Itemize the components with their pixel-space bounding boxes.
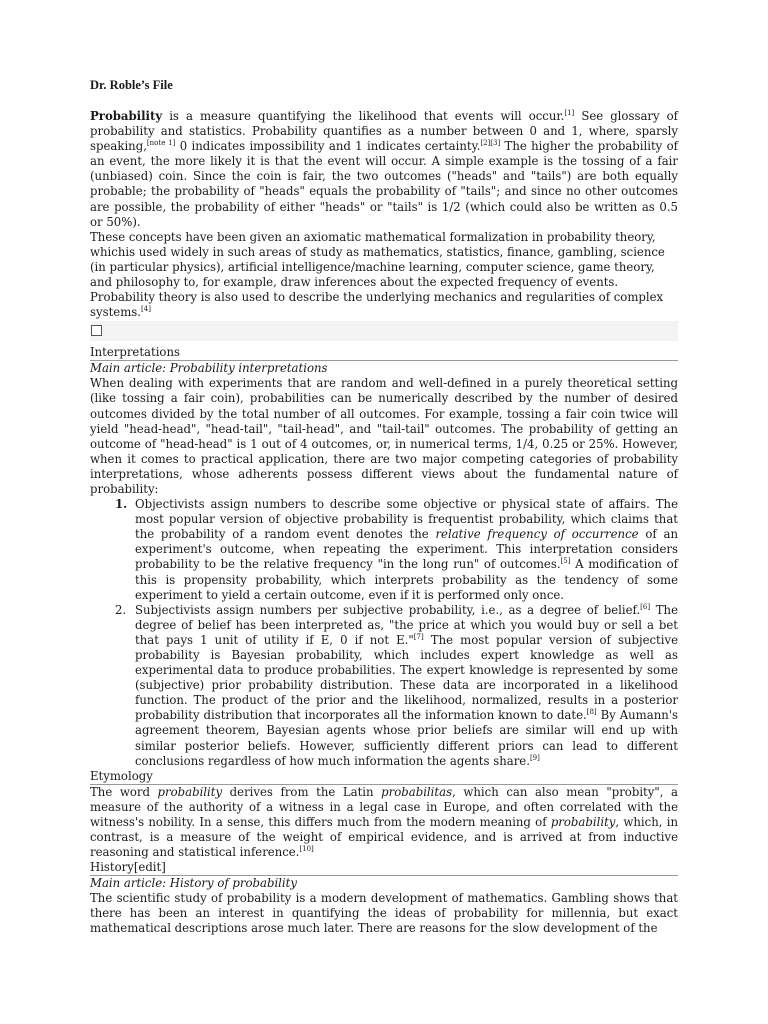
history-heading: History[edit]: [90, 860, 678, 876]
etymology-heading: Etymology: [90, 769, 678, 785]
interpretations-heading: Interpretations: [90, 345, 678, 361]
citation-1[interactable]: [1]: [564, 109, 575, 118]
document-page: [90, 78, 678, 937]
interpretations-main-article-link[interactable]: Main article: Probability interpretations: [90, 361, 328, 376]
form-checkbox-row: [90, 321, 678, 341]
list-item-number: 2.: [115, 602, 127, 617]
document-title: Dr. Roble’s File: [90, 78, 173, 92]
history-paragraph: The scientific study of probability is a modern development of mathematics. Gambling shows that there has been an interest in quantifying the ideas of probability for millennia, but exact mathematical descriptions arose much later. There are reasons for the slow development of the: [90, 891, 678, 936]
list-item-number: 1.: [115, 497, 128, 512]
etymology-paragraph: The word probability derives from the Latin probabilitas, which can also mean "probity", a measure of the authority of a witness in a legal case in Europe, and often correlated with the witness's nobility. In a sense, this differs much from the modern meaning of probability, which, in contrast, is a measure of the weight of empirical evidence, and is arrived at from inductive reasoning and statistical inference.[10]: [90, 784, 679, 860]
history-main-article-link[interactable]: Main article: History of probability: [90, 876, 297, 891]
citation-6[interactable]: [6]: [640, 602, 651, 611]
citation-2-3[interactable]: [2][3]: [480, 139, 501, 148]
citation-9[interactable]: [9]: [529, 753, 540, 762]
checkbox[interactable]: [91, 325, 102, 336]
citation-7[interactable]: [7]: [413, 633, 424, 642]
citation-note-1[interactable]: [note 1]: [146, 139, 176, 148]
intro-term: Probability: [90, 109, 163, 123]
intro-paragraph: Probability is a measure quantifying the likelihood that events will occur.[1] See glossary of probability and statistics. Probability quantifies as a number between 0 and 1, where, sparsly speaking,[note 1] 0 indicates impossibility and 1 indicates certainty.[2][3] The higher the probability of an event, the more likely it is that the event will occur. A simple example is the tossing of a fair (unbiased) coin. Since the coin is fair, the two outcomes ("heads" and "tails") are both equally probable; the probability of "heads" equals the probability of "tails"; and since no other outcomes are possible, the probability of either "heads" or "tails" is 1/2 (which could also be written as 0.5 or 50%).: [90, 109, 678, 229]
citation-10[interactable]: [10]: [299, 845, 314, 854]
citation-5[interactable]: [5]: [560, 557, 571, 566]
citation-4[interactable]: [4]: [141, 305, 151, 314]
concepts-paragraph: These concepts have been given an axiomatic mathematical formalization in probability theory, whichis used widely in such areas of study as mathematics, statistics, finance, gambling, science (in particular physics), artificial intelligence/machine learning, computer science, game theory, and philosophy to, for example, draw inferences about the expected frequency of events. Probability theory is also used to describe the underlying mechanics and regularities of complex systems.[4]: [90, 229, 665, 320]
list-item: 2. Subjectivists assign numbers per subjective probability, i.e., as a degree of belief.[6] The degree of belief has been interpreted as, "the price at which you would buy or sell a bet that pays 1 unit of utility if E, 0 if not E."[7] The most popular version of subjective probability is Bayesian probability, which includes expert knowledge as well as experimental data to produce probabilities. The expert knowledge is represented by some (subjective) prior probability distribution. These data are incorporated in a likelihood function. The product of the prior and the likelihood, normalized, results in a posterior probability distribution that incorporates all the information known to date.[8] By Aumann's agreement theorem, Bayesian agents whose prior beliefs are similar will end up with similar posterior beliefs. However, sufficiently different priors can lead to different conclusions regardless of how much information the agents share.[9]: [115, 602, 678, 768]
list-item: 1. Objectivists assign numbers to describe some objective or physical state of affairs. The most popular version of objective probability is frequentist probability, which claims that the probability of a random event denotes the relative frequency of occurrence of an experiment's outcome, when repeating the experiment. This interpretation considers probability to be the relative frequency "in the long run" of outcomes.[5] A modification of this is propensity probability, which interprets probability as the tendency of some experiment to yield a certain outcome, even if it is performed only once.: [115, 497, 678, 602]
interpretations-list: [90, 497, 678, 769]
interpretations-paragraph: When dealing with experiments that are random and well-defined in a purely theoretical setting (like tossing a fair coin), probabilities can be numerically described by the number of desired outcomes divided by the total number of all outcomes. For example, tossing a fair coin twice will yield "head-head", "head-tail", "tail-head", and "tail-tail" outcomes. The probability of getting an outcome of "head-head" is 1 out of 4 outcomes, or, in numerical terms, 1/4, 0.25 or 25%. However, when it comes to practical application, there are two major competing categories of probability interpretations, whose adherents possess different views about the fundamental nature of probability:: [90, 376, 678, 496]
citation-8[interactable]: [8]: [586, 708, 597, 717]
